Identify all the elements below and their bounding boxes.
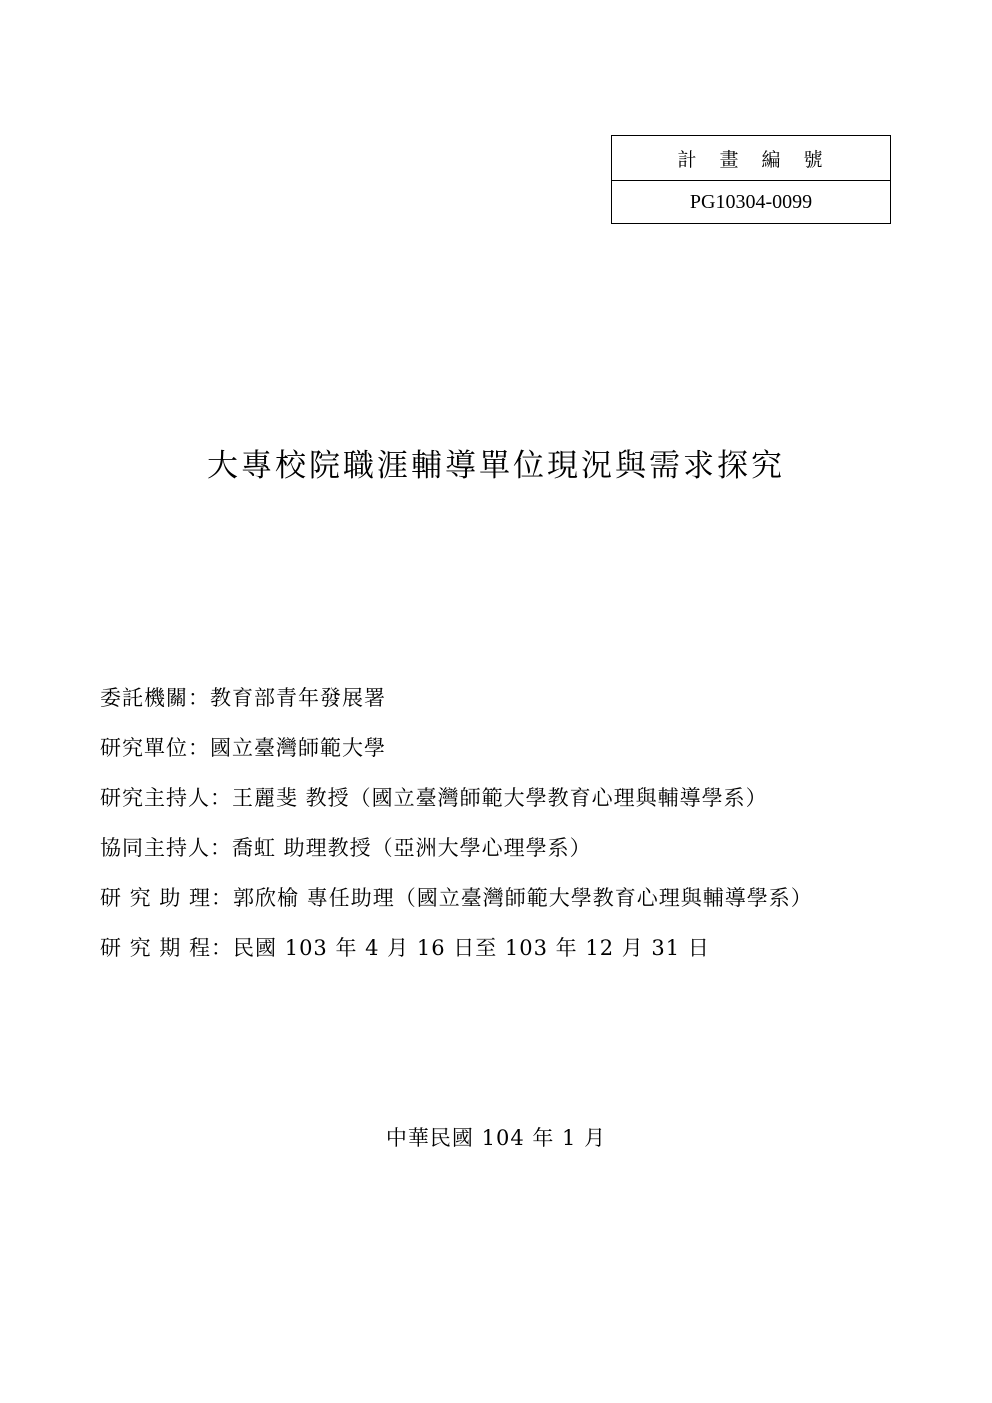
info-value: 郭欣榆 專任助理（國立臺灣師範大學教育心理與輔導學系） — [233, 886, 813, 910]
project-info-list — [100, 672, 960, 972]
info-label: 研 究 期 程： — [100, 936, 234, 960]
project-number-header: 計 畫 編 號 — [612, 136, 890, 181]
project-number-box — [611, 135, 891, 224]
document-title: 大專校院職涯輔導單位現況與需求探究 — [207, 448, 785, 484]
info-label: 研 究 助 理： — [100, 886, 234, 910]
info-value: 喬虹 助理教授（亞洲大學心理學系） — [232, 836, 592, 860]
info-value: 國立臺灣師範大學 — [210, 736, 386, 760]
info-label: 委託機關： — [100, 686, 210, 710]
info-row-research-assistant — [100, 872, 960, 922]
info-label: 研究主持人： — [100, 786, 232, 810]
info-value: 民國 103 年 4 月 16 日至 103 年 12 月 31 日 — [233, 936, 710, 960]
info-row-research-period — [100, 922, 960, 972]
info-row-research-unit — [100, 722, 960, 772]
info-value: 王麗斐 教授（國立臺灣師範大學教育心理與輔導學系） — [232, 786, 768, 810]
publication-date: 中華民國 104 年 1 月 — [385, 1126, 607, 1150]
info-label: 協同主持人： — [100, 836, 232, 860]
info-row-principal-investigator — [100, 772, 960, 822]
project-number-value: PG10304-0099 — [689, 190, 813, 213]
info-row-commissioning-agency — [100, 672, 960, 722]
info-value: 教育部青年發展署 — [210, 686, 386, 710]
info-row-co-investigator — [100, 822, 960, 872]
info-label: 研究單位： — [100, 736, 210, 760]
